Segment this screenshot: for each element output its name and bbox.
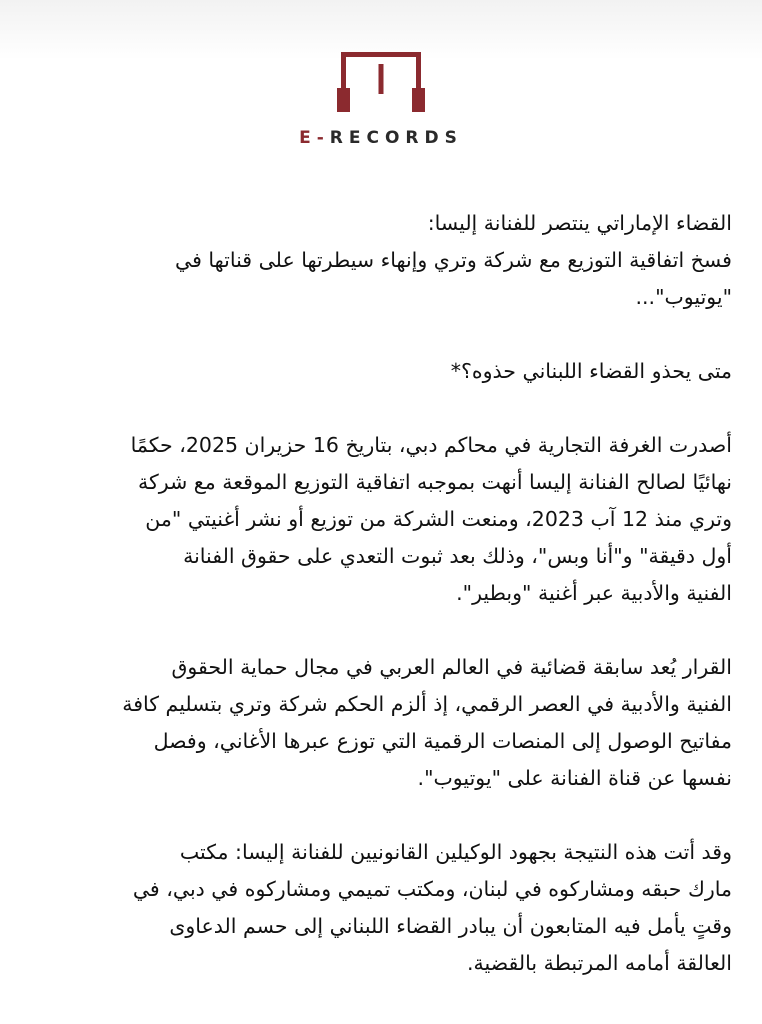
article-body: [30, 205, 732, 1019]
paragraph-line: الفنية والأدبية في العصر الرقمي، إذ ألزم الحكم شركة وتري بتسليم كافة: [122, 692, 732, 716]
paragraph-line: العالقة أمامه المرتبطة بالقضية.: [467, 951, 732, 975]
paragraph-line: أول دقيقة" و"أنا وبس"، وذلك بعد ثبوت التعدي على حقوق الفنانة: [183, 544, 732, 568]
headline-line: "يوتيوب"...: [635, 285, 732, 309]
question-line: متى يحذو القضاء اللبناني حذوه؟*: [450, 359, 732, 383]
e-records-logo-icon: [331, 42, 431, 122]
paragraph-line: وقتٍ يأمل فيه المتابعون أن يبادر القضاء اللبناني إلى حسم الدعاوى: [169, 914, 732, 938]
paragraph-line: وقد أتت هذه النتيجة بجهود الوكيلين القانونيين للفنانة إليسا: مكتب: [179, 840, 732, 864]
paragraph-line: القرار يُعد سابقة قضائية في العالم العربي في مجال حماية الحقوق: [171, 655, 732, 679]
logo-text-accent: E-: [299, 128, 330, 148]
paragraph-line: مفاتيح الوصول إلى المنصات الرقمية التي توزع عبرها الأغاني، وفصل: [153, 729, 732, 753]
headline-line: فسخ اتفاقية التوزيع مع شركة وتري وإنهاء سيطرتها على قناتها في: [175, 248, 732, 272]
paragraph-line: وتري منذ 12 آب 2023، ومنعت الشركة من توزيع أو نشر أغنيتي "من: [145, 507, 732, 531]
paragraph-line: نهائيًا لصالح الفنانة إليسا أنهت بموجبه اتفاقية التوزيع الموقعة مع شركة: [138, 470, 732, 494]
logo-text-rest: RECORDS: [329, 128, 463, 148]
paragraph-line: نفسها عن قناة الفنانة على "يوتيوب".: [417, 766, 732, 790]
paragraph-line: مارك حبقه ومشاركوه في لبنان، ومكتب تميمي ومشاركوه في دبي، في: [132, 877, 732, 901]
article-headline: [30, 205, 732, 316]
paragraph-line: أصدرت الغرفة التجارية في محاكم دبي، بتاريخ 16 حزيران 2025، حكمًا: [130, 433, 732, 457]
article-paragraph-2: [30, 649, 732, 797]
article-question: [30, 353, 732, 390]
paragraph-line: الفنية والأدبية عبر أغنية "وبطير".: [456, 581, 732, 605]
article-paragraph-3: [30, 834, 732, 982]
article-paragraph-1: [30, 427, 732, 612]
e-records-wordmark: [0, 128, 762, 148]
e-records-logo: [0, 42, 762, 148]
headline-line: القضاء الإماراتي ينتصر للفنانة إليسا:: [427, 211, 732, 235]
